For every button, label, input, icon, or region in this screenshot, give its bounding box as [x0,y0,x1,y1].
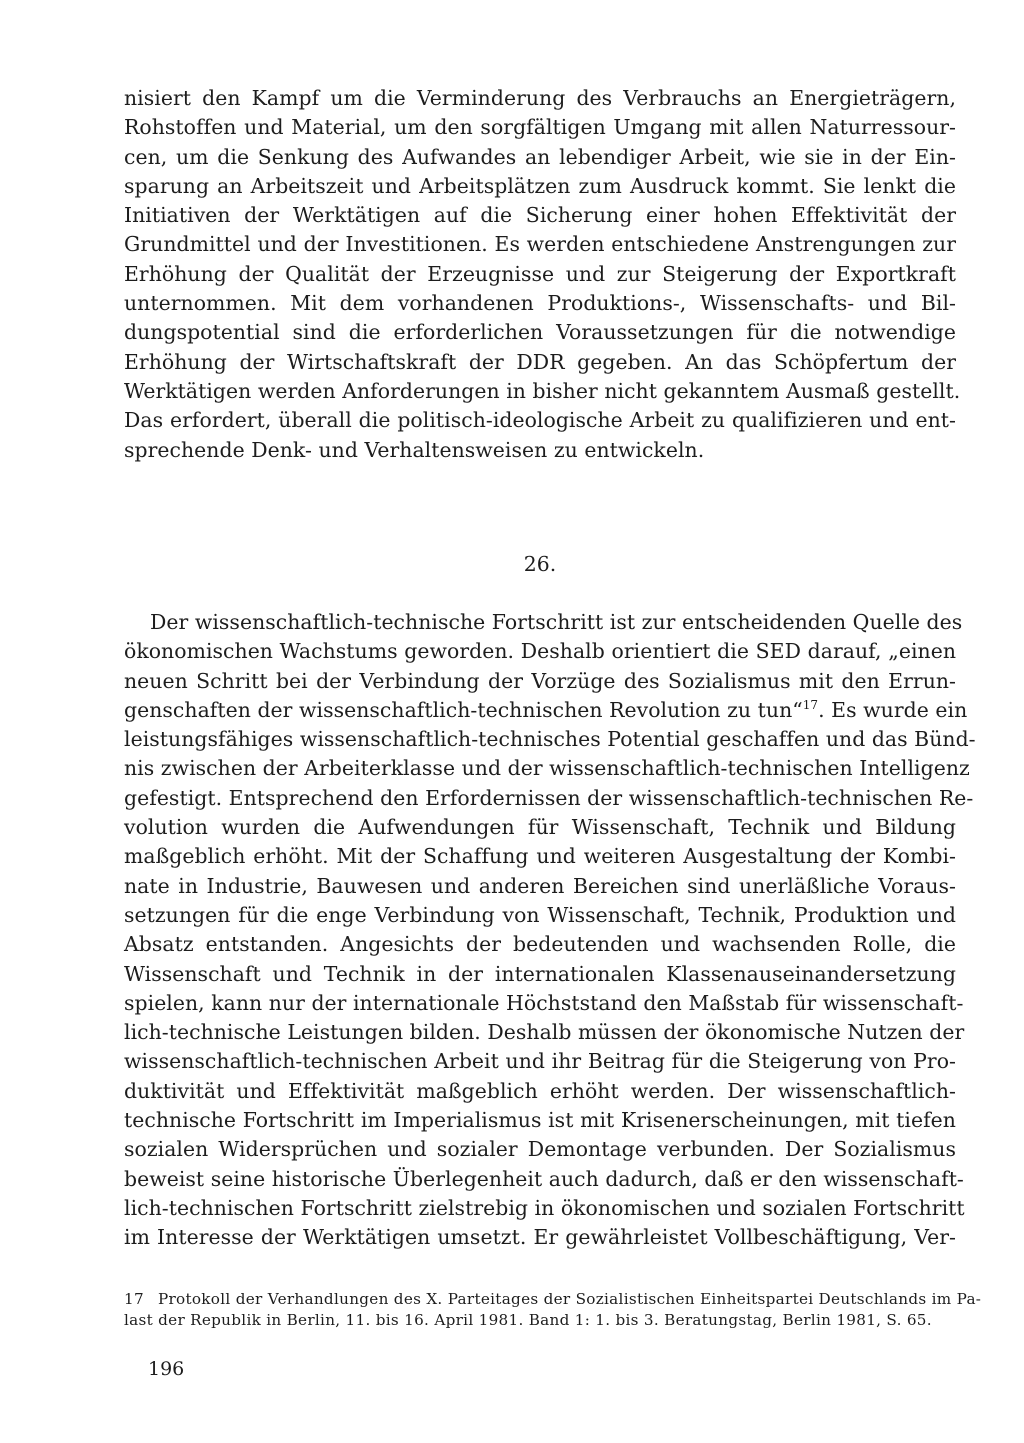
text-line: Rohstoffen und Material, um den sorgfältigen Umgang mit allen Naturressour- [124,115,956,140]
text-line: Werktätigen werden Anforderungen in bisher nicht gekanntem Ausmaß gestellt. [124,378,961,403]
text-line: nate in Industrie, Bauwesen und anderen Bereichen sind unerläßliche Voraus- [124,873,956,898]
footnote-marker: 17 [124,1290,144,1308]
text-line: Das erfordert, überall die politisch-ideologische Arbeit zu qualifizieren und ent- [124,408,956,433]
text-line: dungspotential sind die erforderlichen Voraussetzungen für die notwendige [124,320,956,345]
text-line: ökonomischen Wachstums geworden. Deshalb orientiert die SED darauf, „einen [124,639,956,664]
text-line: Grundmittel und der Investitionen. Es werden entschiedene Anstrengungen zur [124,232,956,257]
text-line: Absatz entstanden. Angesichts der bedeutenden und wachsenden Rolle, die [124,932,956,957]
text-line: gefestigt. Entsprechend den Erfordernissen der wissenschaftlich-technischen Re- [124,785,974,810]
text-line: unternommen. Mit dem vorhandenen Produktions-, Wissenschafts- und Bil- [124,291,956,316]
text-line: volution wurden die Aufwendungen für Wissenschaft, Technik und Bildung [124,815,956,840]
footnote [124,1289,982,1331]
text-line: lich-technische Leistungen bilden. Deshalb müssen der ökonomische Nutzen der [124,1020,965,1045]
text-line: maßgeblich erhöht. Mit der Schaffung und weiteren Ausgestaltung der Kombi- [124,844,956,869]
paragraph-section-26 [124,608,976,1253]
page-number: 196 [148,1358,185,1380]
text-line: beweist seine historische Überlegenheit auch dadurch, daß er den wissenschaft- [124,1166,964,1191]
footnote-reference: 17 [802,698,819,713]
text-line: sprechende Denk- und Verhaltensweisen zu entwickeln. [124,437,705,462]
text-line: setzungen für die enge Verbindung von Wissenschaft, Technik, Produktion und [124,902,956,927]
footnote-line: last der Republik in Berlin, 11. bis 16. April 1981. Band 1: 1. bis 3. Beratungstag, Berlin 1981, S. 65. [124,1311,932,1329]
text-line: cen, um die Senkung des Aufwandes an lebendiger Arbeit, wie sie in der Ein- [124,144,956,169]
footnote-line [124,1289,982,1310]
text-line: Der wissenschaftlich-technische Fortschritt ist zur entscheidenden Quelle des [150,610,963,634]
text-line: sozialen Widersprüchen und sozialer Demontage verbunden. Der Sozialismus [124,1137,956,1162]
text-line: Wissenschaft und Technik in der internationalen Klassenauseinandersetzung [124,961,956,986]
text-segment: genschaften der wissenschaftlich-technischen Revolution zu tun“ [124,697,803,722]
text-line: leistungsfähiges wissenschaftlich-technisches Potential geschaffen und das Bünd- [124,727,976,752]
text-line: lich-technischen Fortschritt zielstrebig in ökonomischen und sozialen Fortschritt [124,1195,965,1220]
text-line: nis zwischen der Arbeiterklasse und der wissenschaftlich-technischen Intelligenz [124,756,970,781]
text-line-with-footnote-ref [124,696,968,725]
text-line: spielen, kann nur der internationale Höchststand den Maßstab für wissenschaft- [124,990,964,1015]
text-segment: . Es wurde ein [818,697,968,722]
text-line: wissenschaftlich-technischen Arbeit und ihr Beitrag für die Steigerung von Pro- [124,1049,956,1074]
text-line: Initiativen der Werktätigen auf die Sicherung einer hohen Effektivität der [124,203,956,228]
text-line: Erhöhung der Wirtschaftskraft der DDR gegeben. An das Schöpfertum der [124,349,956,374]
paragraph-continuation [124,84,961,465]
text-line: sparung an Arbeitszeit und Arbeitsplätzen zum Ausdruck kommt. Sie lenkt die [124,173,956,198]
text-line: Erhöhung der Qualität der Erzeugnisse und zur Steigerung der Exportkraft [124,261,956,286]
page-body [124,84,982,1380]
section-number: 26. [523,552,557,576]
text-line: nisiert den Kampf um die Verminderung des Verbrauchs an Energieträgern, [124,86,956,110]
footnote-text: Protokoll der Verhandlungen des X. Parteitages der Sozialistischen Einheitspartei Deutschlands im Pa- [157,1290,982,1308]
text-line: neuen Schritt bei der Verbindung der Vorzüge des Sozialismus mit den Errun- [124,668,956,693]
text-line: technische Fortschritt im Imperialismus ist mit Krisenerscheinungen, mit tiefen [124,1108,956,1133]
text-line: duktivität und Effektivität maßgeblich erhöht werden. Der wissenschaftlich- [124,1078,956,1103]
text-line: im Interesse der Werktätigen umsetzt. Er gewährleistet Vollbeschäftigung, Ver- [124,1225,956,1250]
